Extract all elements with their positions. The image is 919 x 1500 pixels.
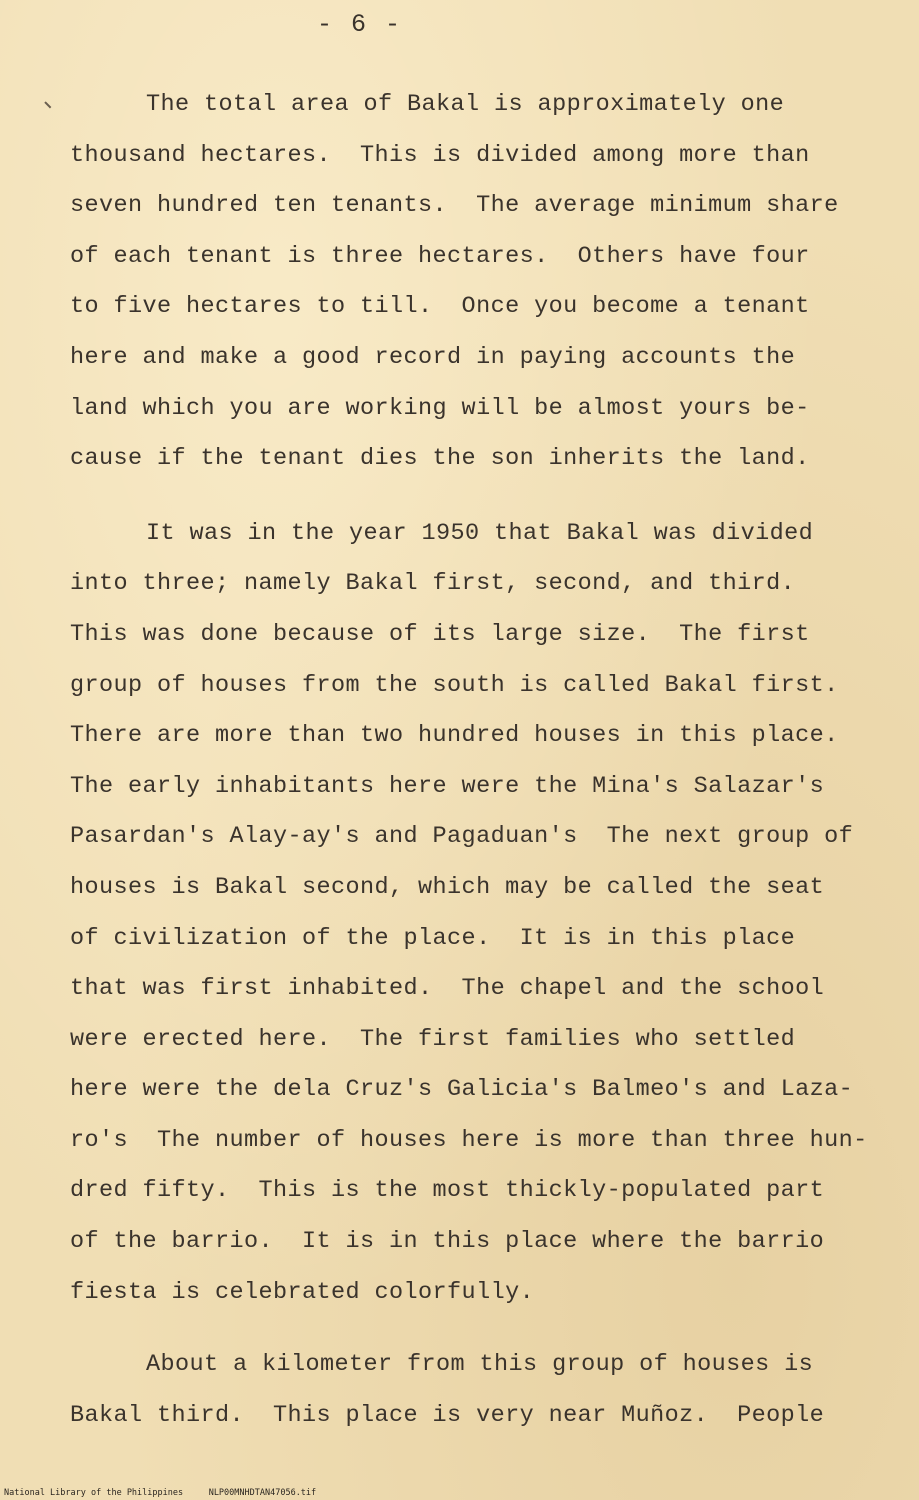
text-line: into three; namely Bakal first, second, and third. <box>70 570 796 598</box>
text-line: The total area of Bakal is approximately one <box>146 91 785 118</box>
text-line: cause if the tenant dies the son inherits the land. <box>70 445 810 473</box>
text-line: There are more than two hundred houses in this place. <box>70 722 839 750</box>
text-line: Pasardan's Alay-ay's and Pagaduan's The next group of <box>70 823 854 851</box>
archive-footer: National Library of the Philippines NLP00MNHDTAN47056.tif <box>4 1488 317 1498</box>
page-number: - 6 - <box>316 10 402 39</box>
paragraph-gap <box>70 1318 880 1340</box>
text-line: houses is Bakal second, which may be called the seat <box>70 873 825 901</box>
text-line: of each tenant is three hectares. Others have four <box>70 242 810 270</box>
text-line: fiesta is celebrated colorfully. <box>70 1278 535 1306</box>
paragraph-1 <box>70 80 880 485</box>
text-line: About a kilometer from this group of houses is <box>146 1351 814 1379</box>
text-line: that was first inhabited. The chapel and the school <box>70 975 825 1003</box>
text-line: of civilization of the place. It is in this place <box>70 924 796 952</box>
text-line: It was in the year 1950 that Bakal was divided <box>146 519 814 547</box>
text-line: of the barrio. It is in this place where the barrio <box>70 1228 825 1256</box>
text-line: here and make a good record in paying accounts the <box>70 343 796 371</box>
text-line: to five hectares to till. Once you become a tenant <box>70 293 810 321</box>
text-line: ro's The number of houses here is more than three hun- <box>70 1126 868 1154</box>
text-line: land which you are working will be almost yours be- <box>70 394 810 422</box>
text-line: thousand hectares. This is divided among more than <box>70 141 810 169</box>
text-line: here were the dela Cruz's Galicia's Balmeo's and Laza- <box>70 1076 854 1104</box>
text-line: group of houses from the south is called Bakal first. <box>70 671 839 699</box>
paragraph-3 <box>70 1340 880 1441</box>
paragraph-gap <box>70 485 880 509</box>
text-line: The early inhabitants here were the Mina's Salazar's <box>70 772 825 800</box>
paragraph-2 <box>70 509 880 1319</box>
margin-mark <box>45 101 52 108</box>
text-line: seven hundred ten tenants. The average minimum share <box>70 192 839 220</box>
document-body <box>70 80 880 1441</box>
text-line: Bakal third. This place is very near Muñoz. People <box>70 1401 825 1429</box>
text-line: This was done because of its large size. The first <box>70 620 810 648</box>
text-line: were erected here. The first families who settled <box>70 1025 796 1053</box>
text-line: dred fifty. This is the most thickly-populated part <box>70 1177 825 1205</box>
